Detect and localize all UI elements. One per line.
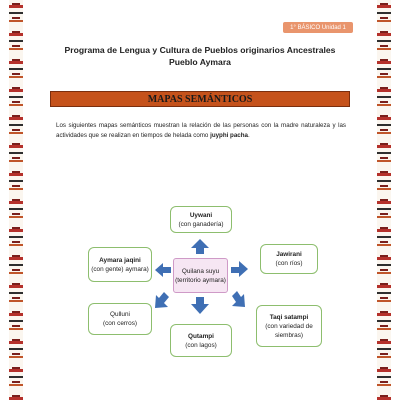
title-line-1: Programa de Lengua y Cultura de Pueblos originarios Ancestrales xyxy=(64,45,336,55)
map-node-qulluni xyxy=(88,303,152,335)
node-name: Qulluni xyxy=(110,311,130,318)
arrow-right-icon xyxy=(231,261,248,277)
node-name: Uywani xyxy=(189,211,213,219)
arrow-down-left-icon xyxy=(155,292,169,308)
node-name: Jawirani xyxy=(276,251,302,258)
node-desc: (con cerros) xyxy=(102,320,138,327)
intro-end: . xyxy=(247,131,250,139)
title-line-2: Pueblo Aymara xyxy=(169,57,231,67)
center-desc: (territorio aymara) xyxy=(175,276,226,284)
map-node-qutampi xyxy=(170,324,232,357)
node-desc: (con ríos) xyxy=(275,260,303,267)
map-node-taqi-satampi xyxy=(256,305,322,347)
arrow-down-right-icon xyxy=(232,291,245,307)
arrow-up-icon xyxy=(191,239,209,254)
intro-text: Los siguientes mapas semánticos muestran la relación de las personas con la madre naturaleza y las actividades que se realizan en tiempos de helada como xyxy=(56,122,346,139)
node-desc: (con gente) aymara) xyxy=(91,265,149,273)
map-center-node xyxy=(173,258,228,293)
map-node-uywani xyxy=(170,206,232,233)
node-name: Qutampi xyxy=(188,332,214,340)
arrow-left-icon xyxy=(155,263,171,277)
arrow-down-icon xyxy=(191,297,209,314)
center-name: Quilana suyu xyxy=(181,267,220,275)
unit-tag: 1° BÁSICO Unidad 1 xyxy=(283,22,353,33)
node-desc: (con variedad de siembras) xyxy=(265,322,313,339)
node-desc: (con lagos) xyxy=(185,341,217,349)
intro-emphasis: juyphi pacha xyxy=(210,131,248,139)
node-desc: (con ganadería) xyxy=(178,220,224,228)
node-name: Aymara jaqini xyxy=(99,256,141,264)
section-title-bar: MAPAS SEMÁNTICOS xyxy=(50,91,350,107)
map-node-jawirani xyxy=(260,244,318,274)
map-node-aymara-jaqini xyxy=(88,247,152,282)
node-name: Taqi satampi xyxy=(269,313,309,321)
